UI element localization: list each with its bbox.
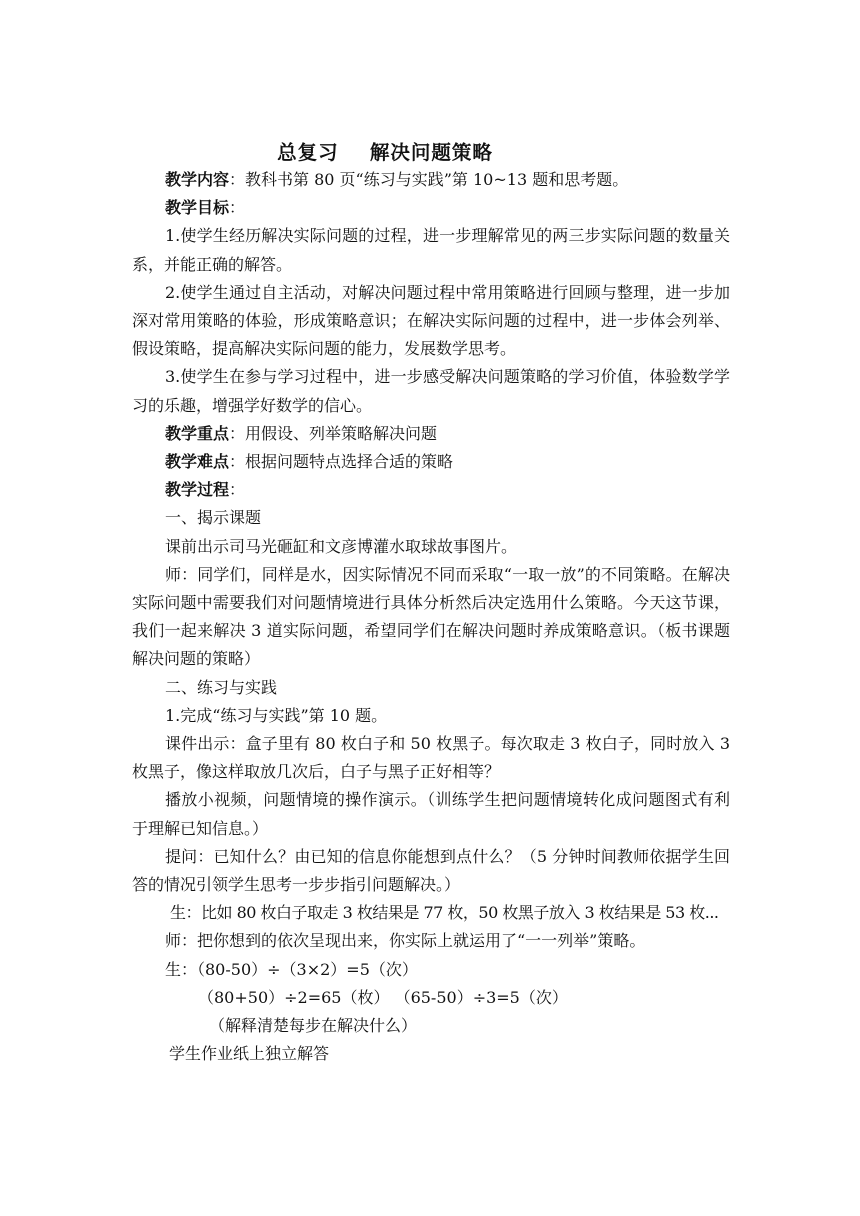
explain-note: （解释清楚每步在解决什么） — [209, 1016, 418, 1036]
paragraph-student-2: 生：（80-50）÷（3×2）=5（次） — [165, 959, 418, 979]
teaching-difficulty-label: 教学难点 — [165, 452, 230, 472]
goal-1: 1.使学生经历解决实际问题的过程，进一步理解常见的两三步实际问题的数量关系，并能正确的解答。 — [132, 226, 730, 274]
paragraph-courseware: 课件出示：盒子里有 80 枚白子和 50 枚黑子。每次取走 3 枚白子，同时放入 3 枚黑子，像这样取放几次后，白子与黑子正好相等？ — [132, 734, 730, 782]
teaching-goals-label: 教学目标 — [165, 198, 230, 218]
paragraph-teacher-2: 师：把你想到的依次呈现出来，你实际上就运用了“一一列举”策略。 — [165, 931, 646, 951]
paragraph-pictures: 课前出示司马光砸缸和文彦博灌水取球故事图片。 — [165, 536, 518, 556]
teaching-key-line — [132, 420, 730, 448]
formula-line: （80+50）÷2=65（枚） （65-50）÷3=5（次） — [198, 987, 568, 1007]
goal-3: 3.使学生在参与学习过程中，进一步感受解决问题策略的学习价值，体验数学学习的乐趣，增强学好数学的信心。 — [132, 367, 730, 415]
paragraph-homework: 学生作业纸上独立解答 — [169, 1044, 330, 1064]
section-1-heading: 一、揭示课题 — [165, 508, 262, 528]
exercise-item-1: 1.完成“练习与实践”第 10 题。 — [165, 705, 388, 725]
teaching-difficulty-line — [132, 448, 730, 476]
teaching-process-colon: ： — [229, 480, 246, 500]
section-2-heading: 二、练习与实践 — [165, 677, 278, 697]
goal-2: 2.使学生通过自主活动，对解决问题过程中常用策略进行回顾与整理，进一步加深对常用策略的体验，形成策略意识；在解决实际问题的过程中，进一步体会列举、假设策略，提高解决实际问题的能力，发展数学思考。 — [132, 282, 730, 359]
teaching-process-heading — [132, 476, 730, 504]
teaching-key-text: ：用假设、列举策略解决问题 — [229, 423, 438, 443]
paragraph-teacher-1: 师：同学们，同样是水，因实际情况不同而采取“一取一放”的不同策略。在解决实际问题中需要我们对问题情境进行具体分析然后决定选用什么策略。今天这节课，我们一起来解决 3 道实际问题，希望同学们在解决问题时养成策略意识。（板书课题解决问题的策略） — [132, 564, 730, 669]
teaching-process-label: 教学过程 — [165, 480, 230, 500]
teaching-content-label: 教学内容 — [165, 170, 230, 189]
document-body — [132, 166, 730, 1069]
teaching-key-label: 教学重点 — [165, 423, 230, 443]
teaching-content-line — [132, 166, 730, 194]
teaching-difficulty-text: ：根据问题特点选择合适的策略 — [229, 452, 454, 472]
paragraph-question: 提问：已知什么？由已知的信息你能想到点什么？（5 分钟时间教师依据学生回答的情况引领学生思考一步步指引问题解决。） — [132, 846, 730, 895]
document-title: 总复习 解决问题策略 — [277, 141, 493, 164]
teaching-goals-heading — [132, 194, 730, 222]
paragraph-student-1: 生：比如 80 枚白子取走 3 枚结果是 77 枚，50 枚黑子放入 3 枚结果是 53 枚... — [170, 903, 719, 923]
paragraph-video: 播放小视频，问题情境的操作演示。（训练学生把问题情境转化成问题图式有利于理解已知信息。） — [132, 790, 730, 838]
teaching-content-text: ：教科书第 80 页“练习与实践”第 10~13 题和思考题。 — [229, 170, 629, 189]
teaching-goals-colon: ： — [229, 198, 246, 218]
